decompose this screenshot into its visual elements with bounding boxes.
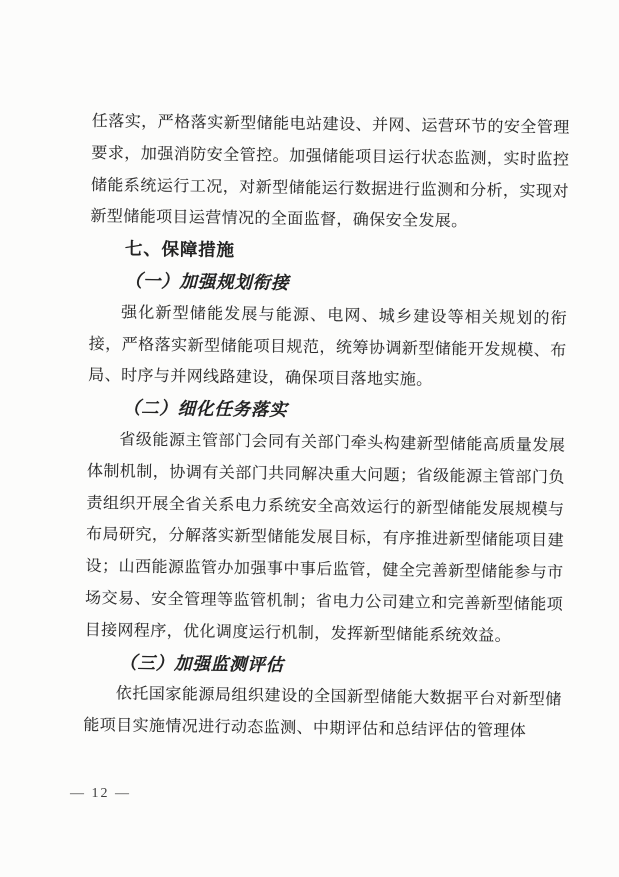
- section-heading: 七、保障措施: [124, 238, 235, 261]
- paragraph: 强化新型储能发展与能源、电网、城乡建设等相关规划的衔接，严格落实新型储能项目规范，统筹协调新型储能开发规模、布局、时序与并网线路建设，确保项目落地实施。: [88, 304, 568, 390]
- subsection-heading: （二）细化任务落实: [122, 397, 288, 420]
- document-body: [83, 106, 570, 749]
- paragraph: 任落实，严格落实新型储能电站建设、并网、运营环节的安全管理要求，加强消防安全管控。加强储能项目运行状态监测，实时监控储能系统运行工况，对新型储能运行数据进行监测和分析，实现对新型储能项目运营情况的全面监督，确保安全发展。: [90, 112, 570, 231]
- paragraph: 依托国家能源局组织建设的全国新型储能大数据平台对新型储能项目实施情况进行动态监测、中期评估和总结评估的管理体: [83, 685, 562, 741]
- subsection-heading: （一）加强规划衔接: [124, 270, 290, 293]
- page-number: — 12 —: [70, 786, 131, 801]
- paragraph: 省级能源主管部门会同有关部门牵头构建新型储能高质量发展体制机制，协调有关部门共同解决重大问题；省级能源主管部门负责组织开展全省关系电力系统安全高效运行的新型储能发展规模与布局研究，分解落实新型储能发展目标，有序推进新型储能项目建设；山西能源监管办加强事中事后监管，健全完善新型储能参与市场交易、安全管理等监管机制；省电力公司建立和完善新型储能项目接网程序，优化调度运行机制，发挥新型储能系统效益。: [84, 431, 566, 645]
- subsection-heading: （三）加强监测评估: [119, 651, 285, 675]
